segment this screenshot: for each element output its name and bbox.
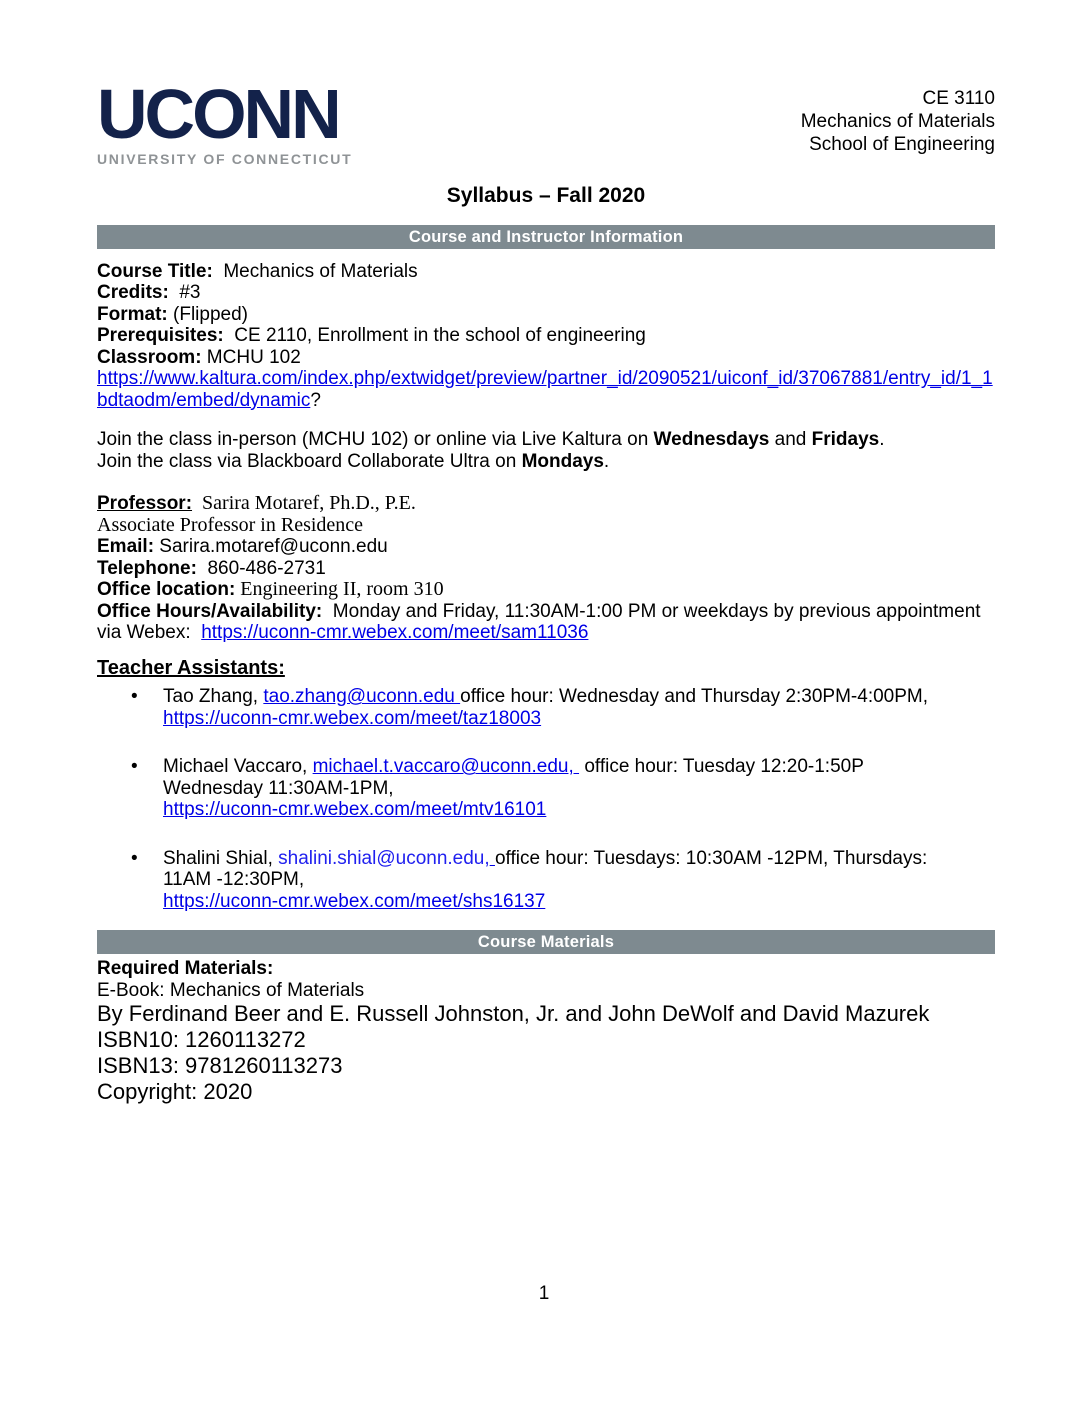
ta1-info-line	[163, 686, 995, 708]
school-name: School of Engineering	[809, 134, 995, 155]
isbn10-line: ISBN10: 1260113272	[97, 1027, 306, 1053]
kaltura-link-line	[97, 368, 995, 411]
ta2-webex-line	[163, 799, 995, 821]
copyright-line: Copyright: 2020	[97, 1079, 253, 1105]
ta3-office-hours-line2: 11AM -12:30PM,	[163, 869, 305, 891]
prerequisites-label: Prerequisites:	[97, 325, 224, 347]
join-blackboard-text: Join the class via Blackboard Collaborate Ultra on	[97, 450, 522, 472]
uconn-wordmark: UCONN	[97, 75, 339, 153]
header	[97, 75, 995, 167]
webex-line	[97, 622, 995, 644]
teacher-assistants-heading	[97, 658, 995, 680]
prerequisites-value: CE 2110, Enrollment in the school of engineering	[223, 325, 646, 347]
ta2-office-hours: office hour: Tuesday 12:20-1:50P	[579, 756, 864, 778]
page-title: Syllabus – Fall 2020	[446, 183, 646, 207]
course-info-block	[97, 261, 995, 412]
email-value: Sarira.motaref@uconn.edu	[154, 536, 388, 558]
bullet-icon: •	[131, 847, 138, 869]
format-line	[97, 304, 995, 326]
office-location-label: Office location:	[97, 579, 236, 601]
classroom-value: MCHU 102	[201, 346, 301, 368]
bullet-icon: •	[131, 756, 138, 778]
email-line	[97, 536, 995, 558]
uconn-logo	[97, 75, 353, 167]
ta2-email-link[interactable]: michael.t.vaccaro@uconn.edu,	[312, 756, 580, 778]
kaltura-link[interactable]: https://www.kaltura.com/index.php/extwidget/preview/partner_id/2090521/uiconf_id/37067881/entry_id/1_1bdtaodm/embed/dynamic	[97, 368, 993, 411]
ta2-info-line	[163, 756, 995, 778]
telephone-value: 860-486-2731	[196, 557, 326, 579]
professor-webex-link[interactable]: https://uconn-cmr.webex.com/meet/sam11036	[201, 622, 589, 644]
office-hours-value: Monday and Friday, 11:30AM-1:00 PM or weekdays by previous appointment	[322, 600, 981, 622]
join-inperson-line	[97, 429, 995, 451]
ta-item-shalini-shial	[97, 848, 995, 913]
ta2-body	[163, 756, 995, 821]
course-title-line	[97, 261, 995, 283]
join-inperson-text: Join the class in-person (MCHU 102) or online via Live Kaltura on	[97, 429, 654, 451]
credits-line	[97, 282, 995, 304]
join-period2: .	[603, 450, 610, 472]
ta3-name: Shalini Shial,	[163, 847, 279, 869]
telephone-label: Telephone:	[97, 557, 197, 579]
ta1-office-hours: office hour: Wednesday and Thursday 2:30PM-4:00PM,	[460, 686, 929, 708]
ta2-office-hours-line2: Wednesday 11:30AM-1PM,	[163, 777, 394, 799]
join-and: and	[769, 429, 812, 451]
ta2-webex-link[interactable]: https://uconn-cmr.webex.com/meet/mtv16101	[163, 799, 547, 821]
classroom-line	[97, 347, 995, 369]
classroom-label: Classroom:	[97, 346, 202, 368]
office-location-line	[97, 579, 995, 601]
course-title-label: Course Title:	[97, 260, 213, 282]
required-materials-label: Required Materials:	[97, 958, 274, 980]
join-wednesdays: Wednesdays	[653, 429, 770, 451]
email-label: Email:	[97, 536, 155, 558]
course-name: Mechanics of Materials	[800, 111, 995, 132]
uconn-tagline: UNIVERSITY OF CONNECTICUT	[97, 150, 353, 167]
format-label: Format:	[97, 303, 168, 325]
bullet-icon: •	[131, 686, 138, 708]
course-header-block	[801, 85, 995, 156]
join-period: .	[879, 429, 885, 451]
professor-line	[97, 493, 995, 515]
professor-block	[97, 493, 995, 644]
authors-line: By Ferdinand Beer and E. Russell Johnston, Jr. and John DeWolf and David Mazurek	[97, 1001, 930, 1027]
course-materials-block	[97, 958, 995, 1105]
webex-prefix: via Webex:	[97, 622, 202, 644]
section-bar-course-materials: Course Materials	[97, 930, 995, 954]
ta3-body	[163, 848, 995, 913]
course-title-value: Mechanics of Materials	[212, 260, 418, 282]
teacher-assistants-heading-text: Teacher Assistants:	[97, 656, 285, 679]
professor-name: Sarira Motaref, Ph.D., P.E.	[192, 492, 416, 515]
professor-title-line: Associate Professor in Residence	[97, 513, 364, 536]
ta3-webex-link[interactable]: https://uconn-cmr.webex.com/meet/shs16137	[163, 890, 546, 912]
ta-item-michael-vaccaro	[97, 756, 995, 821]
section-bar-course-instructor-info: Course and Instructor Information	[97, 225, 995, 249]
isbn13-line: ISBN13: 9781260113273	[97, 1053, 343, 1079]
format-value: (Flipped)	[167, 303, 248, 325]
ta1-name: Tao Zhang,	[163, 686, 264, 708]
ta1-email-link[interactable]: tao.zhang@uconn.edu	[263, 686, 461, 708]
office-location-value: Engineering II, room 310	[235, 578, 444, 601]
ta-item-tao-zhang	[97, 686, 995, 729]
ta1-body	[163, 686, 995, 729]
join-blackboard-line	[97, 451, 995, 473]
prerequisites-line	[97, 325, 995, 347]
professor-label: Professor:	[97, 493, 193, 515]
telephone-line	[97, 558, 995, 580]
join-fridays: Fridays	[811, 429, 880, 451]
ta1-webex-line	[163, 708, 995, 730]
ta3-email-link[interactable]: shalini.shial@uconn.edu,	[278, 847, 490, 869]
credits-label: Credits:	[97, 282, 169, 304]
page-number: 1	[538, 1283, 550, 1304]
join-mondays: Mondays	[521, 450, 604, 472]
office-hours-line	[97, 601, 995, 623]
ta3-info-line	[163, 848, 995, 870]
ta3-office-hours: office hour: Tuesdays: 10:30AM -12PM, Thursdays:	[494, 847, 928, 869]
join-class-block	[97, 429, 995, 472]
credits-value: #3	[168, 282, 201, 304]
ta1-webex-link[interactable]: https://uconn-cmr.webex.com/meet/taz18003	[163, 707, 542, 729]
kaltura-link-suffix: ?	[310, 389, 321, 411]
ta2-name: Michael Vaccaro,	[163, 756, 313, 778]
ebook-line: E-Book: Mechanics of Materials	[97, 979, 365, 1001]
office-hours-label: Office Hours/Availability:	[97, 600, 323, 622]
ta3-webex-line	[163, 891, 995, 913]
course-code: CE 3110	[922, 88, 995, 109]
